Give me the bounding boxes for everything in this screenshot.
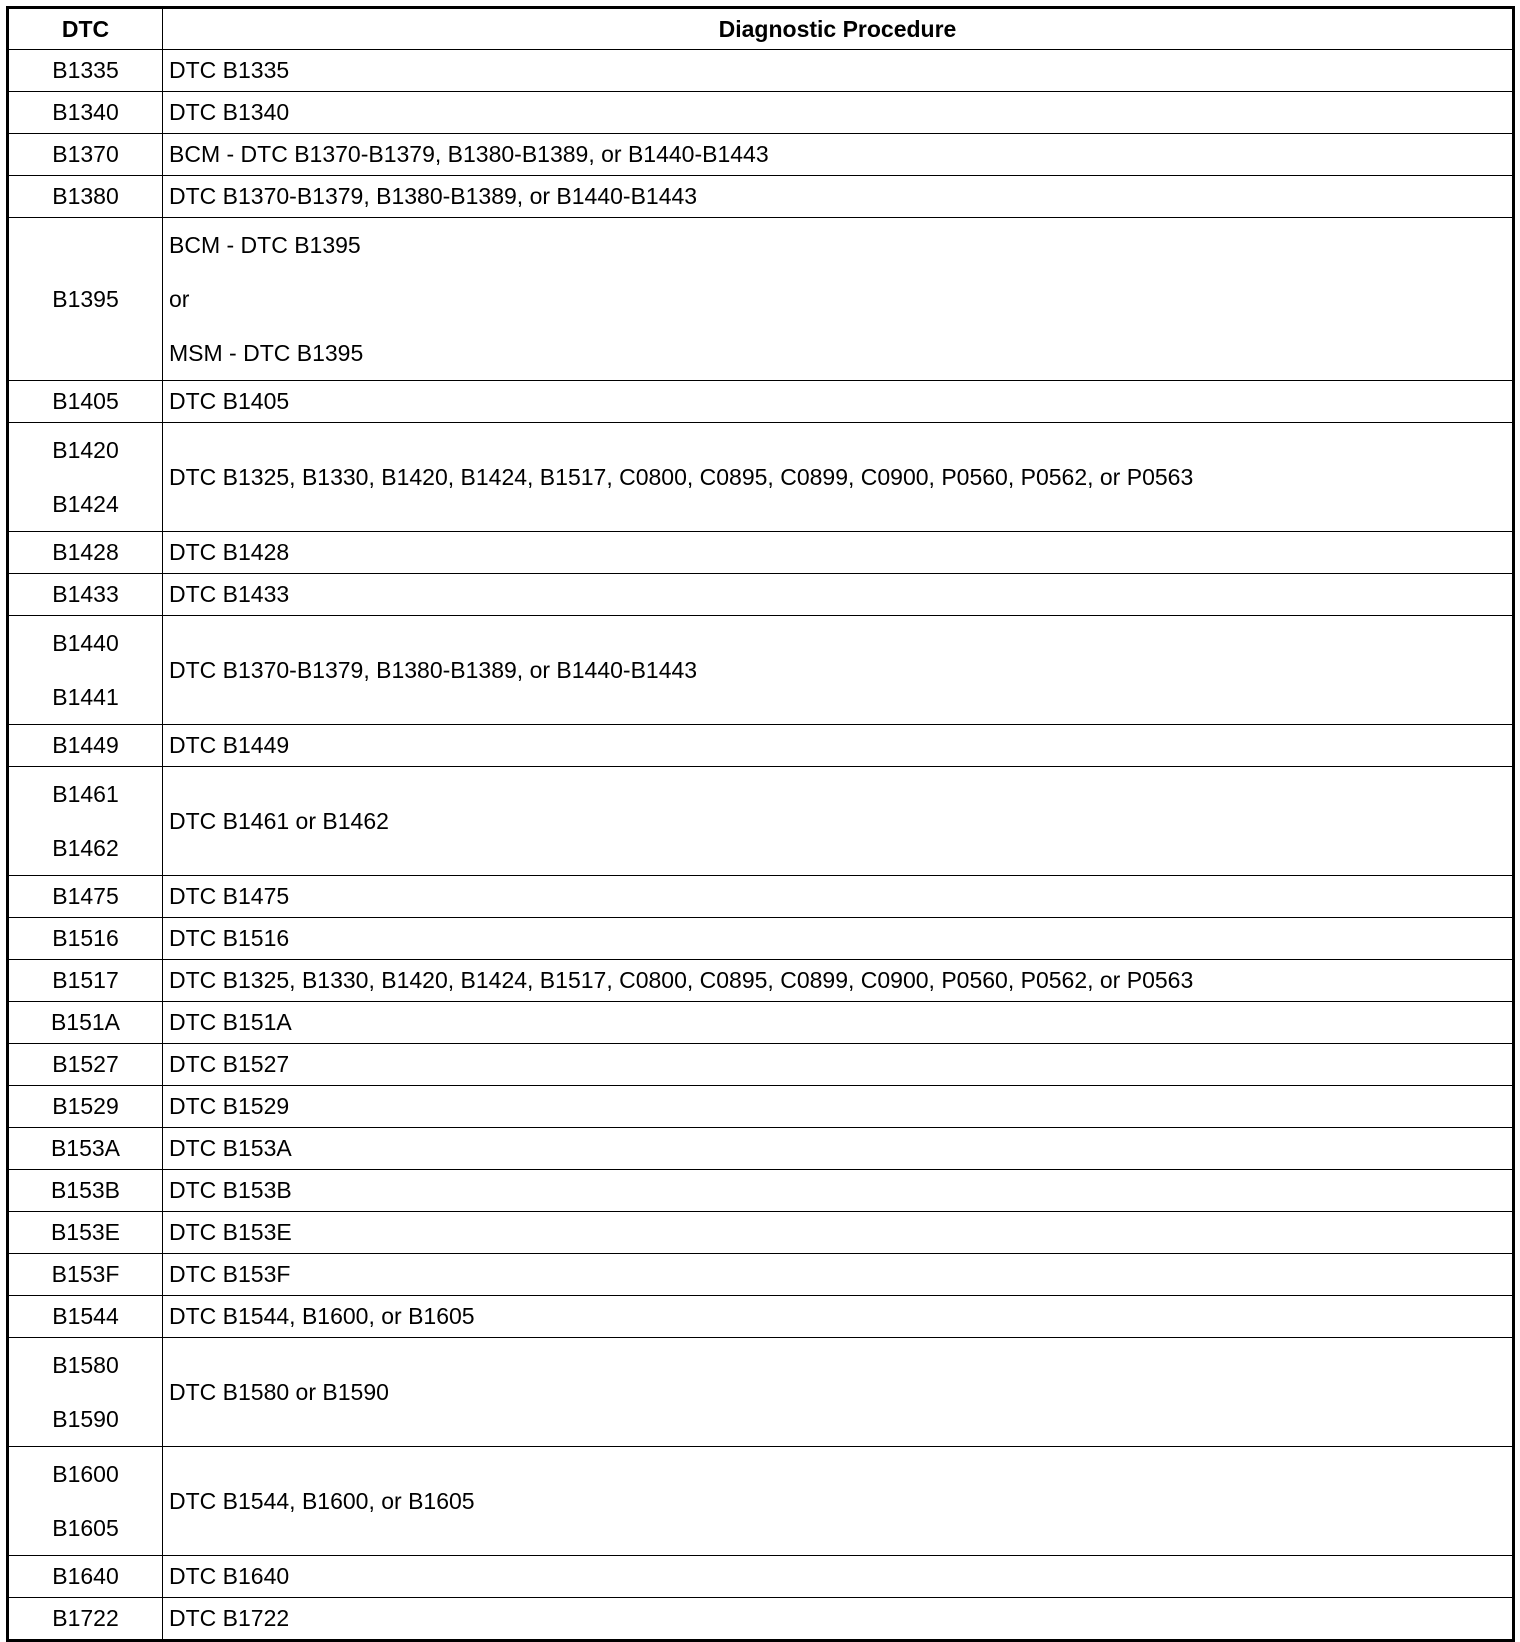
diagnostic-procedure-cell [163, 1002, 1514, 1044]
header-dtc: DTC [8, 8, 163, 50]
table-row [8, 918, 1514, 960]
dtc-code: B1516 [52, 925, 119, 951]
dtc-code-cell [8, 50, 163, 92]
diagnostic-procedure-cell [163, 134, 1514, 176]
diagnostic-procedure-cell [163, 176, 1514, 218]
dtc-code: B1475 [52, 883, 119, 909]
dtc-code: B1640 [52, 1563, 119, 1589]
dtc-code: B1605 [52, 1515, 119, 1541]
diagnostic-procedure-cell [163, 1170, 1514, 1212]
table-row [8, 1447, 1514, 1556]
dtc-code-cell [8, 1556, 163, 1598]
dtc-code: B153E [50, 1219, 121, 1245]
dtc-code: B1462 [52, 835, 119, 861]
dtc-code-cell [8, 134, 163, 176]
dtc-code: B1380 [52, 183, 119, 209]
procedure-text: or [169, 286, 190, 312]
dtc-code-cell [8, 1002, 163, 1044]
procedure-text: DTC B1370-B1379, B1380-B1389, or B1440-B1443 [169, 183, 698, 209]
diagnostic-procedure-cell [163, 218, 1514, 381]
dtc-code: B1405 [52, 388, 119, 414]
procedure-text: DTC B1544, B1600, or B1605 [169, 1487, 475, 1514]
table-row [8, 725, 1514, 767]
procedure-text: DTC B1722 [169, 1605, 290, 1631]
dtc-code: B1527 [52, 1051, 119, 1077]
dtc-code: B1517 [52, 967, 119, 993]
dtc-code-cell [8, 1044, 163, 1086]
dtc-code-cell [8, 1212, 163, 1254]
table-row [8, 1086, 1514, 1128]
table-row [8, 1170, 1514, 1212]
dtc-code-cell [8, 1447, 163, 1556]
table-row [8, 574, 1514, 616]
dtc-code-cell [8, 960, 163, 1002]
procedure-text: DTC B1428 [169, 539, 290, 565]
diagnostic-procedure-cell [163, 1212, 1514, 1254]
table-row [8, 423, 1514, 532]
table-row [8, 767, 1514, 876]
table-row [8, 1338, 1514, 1447]
table-row [8, 1002, 1514, 1044]
dtc-code-cell [8, 1598, 163, 1641]
table-row [8, 1598, 1514, 1641]
dtc-code: B151A [50, 1009, 121, 1035]
dtc-code-cell [8, 876, 163, 918]
dtc-diagnostic-table [6, 6, 1515, 1642]
procedure-text: DTC B1475 [169, 883, 290, 909]
procedure-text: DTC B1325, B1330, B1420, B1424, B1517, C0800, C0895, C0899, C0900, P0560, P0562, or P0563 [169, 463, 1194, 490]
diagnostic-procedure-cell [163, 1044, 1514, 1086]
diagnostic-procedure-cell [163, 532, 1514, 574]
diagnostic-procedure-cell [163, 876, 1514, 918]
procedure-text: DTC B1340 [169, 99, 290, 125]
procedure-text: DTC B1529 [169, 1093, 290, 1119]
table-row [8, 1254, 1514, 1296]
dtc-code-cell [8, 1338, 163, 1447]
procedure-text: DTC B1433 [169, 581, 290, 607]
procedure-text: DTC B1325, B1330, B1420, B1424, B1517, C0800, C0895, C0899, C0900, P0560, P0562, or P0563 [169, 967, 1194, 993]
table-row [8, 1128, 1514, 1170]
dtc-code: B1395 [52, 286, 119, 312]
dtc-code-cell [8, 616, 163, 725]
table-header-row [8, 8, 1514, 50]
diagnostic-procedure-cell [163, 1598, 1514, 1641]
diagnostic-procedure-cell [163, 1556, 1514, 1598]
table-row [8, 50, 1514, 92]
procedure-text: DTC B1370-B1379, B1380-B1389, or B1440-B1443 [169, 656, 698, 683]
dtc-code-cell [8, 1254, 163, 1296]
procedure-text: BCM - DTC B1370-B1379, B1380-B1389, or B1440-B1443 [169, 141, 769, 167]
table-row [8, 381, 1514, 423]
dtc-code: B1335 [52, 57, 119, 83]
table-row [8, 1296, 1514, 1338]
dtc-code: B153F [51, 1261, 120, 1287]
procedure-text: MSM - DTC B1395 [169, 340, 364, 366]
dtc-code: B1449 [52, 732, 119, 758]
dtc-code: B1428 [52, 539, 119, 565]
dtc-code: B1590 [52, 1406, 119, 1432]
dtc-code-cell [8, 1296, 163, 1338]
procedure-text: DTC B1516 [169, 925, 290, 951]
table-row [8, 134, 1514, 176]
procedure-text: DTC B153E [169, 1219, 292, 1245]
procedure-text: DTC B1544, B1600, or B1605 [169, 1303, 475, 1329]
diagnostic-procedure-cell [163, 381, 1514, 423]
dtc-code-cell [8, 176, 163, 218]
dtc-code: B1529 [52, 1093, 119, 1119]
table-row [8, 616, 1514, 725]
table-row [8, 92, 1514, 134]
table-row [8, 1044, 1514, 1086]
table-row [8, 1556, 1514, 1598]
dtc-code: B1433 [52, 581, 119, 607]
dtc-code: B1424 [52, 491, 119, 517]
diagnostic-procedure-cell [163, 1296, 1514, 1338]
dtc-code-cell [8, 767, 163, 876]
diagnostic-procedure-cell [163, 1128, 1514, 1170]
dtc-code-cell [8, 423, 163, 532]
dtc-code: B1600 [52, 1461, 119, 1487]
dtc-code: B1461 [52, 781, 119, 807]
dtc-code-cell [8, 725, 163, 767]
procedure-text: BCM - DTC B1395 [169, 232, 361, 258]
dtc-code: B1441 [52, 684, 119, 710]
procedure-text: DTC B1580 or B1590 [169, 1378, 389, 1405]
dtc-code: B153A [50, 1135, 121, 1161]
diagnostic-procedure-cell [163, 616, 1514, 725]
diagnostic-procedure-cell [163, 1086, 1514, 1128]
dtc-code-cell [8, 918, 163, 960]
table-row [8, 1212, 1514, 1254]
procedure-text: DTC B1335 [169, 57, 290, 83]
diagnostic-procedure-cell [163, 1338, 1514, 1447]
diagnostic-procedure-cell [163, 918, 1514, 960]
diagnostic-procedure-cell [163, 960, 1514, 1002]
diagnostic-procedure-cell [163, 50, 1514, 92]
diagnostic-procedure-cell [163, 1254, 1514, 1296]
dtc-code-cell [8, 574, 163, 616]
diagnostic-procedure-cell [163, 725, 1514, 767]
dtc-code: B1440 [52, 630, 119, 656]
diagnostic-procedure-cell [163, 92, 1514, 134]
diagnostic-procedure-cell [163, 423, 1514, 532]
procedure-text: DTC B1449 [169, 732, 290, 758]
procedure-text: DTC B1461 or B1462 [169, 807, 389, 834]
procedure-text: DTC B153A [169, 1135, 292, 1161]
dtc-code: B1722 [52, 1605, 119, 1631]
diagnostic-procedure-cell [163, 1447, 1514, 1556]
procedure-text: DTC B153B [169, 1177, 292, 1203]
table-body [8, 50, 1514, 1641]
table-row [8, 876, 1514, 918]
dtc-code-cell [8, 1086, 163, 1128]
dtc-code-cell [8, 92, 163, 134]
dtc-code-cell [8, 381, 163, 423]
procedure-text: DTC B1640 [169, 1563, 290, 1589]
dtc-code: B1340 [52, 99, 119, 125]
table-row [8, 960, 1514, 1002]
dtc-code-cell [8, 1170, 163, 1212]
table-row [8, 176, 1514, 218]
dtc-code: B1580 [52, 1352, 119, 1378]
procedure-text: DTC B1527 [169, 1051, 290, 1077]
table-row [8, 532, 1514, 574]
table-row [8, 218, 1514, 381]
procedure-text: DTC B153F [169, 1261, 291, 1287]
procedure-text: DTC B151A [169, 1009, 292, 1035]
dtc-code: B153B [50, 1177, 121, 1203]
dtc-code: B1370 [52, 141, 119, 167]
procedure-text: DTC B1405 [169, 388, 290, 414]
dtc-code-cell [8, 532, 163, 574]
dtc-code-cell [8, 218, 163, 381]
dtc-code-cell [8, 1128, 163, 1170]
dtc-code: B1544 [52, 1303, 119, 1329]
header-diagnostic-procedure: Diagnostic Procedure [163, 8, 1514, 50]
dtc-code: B1420 [52, 437, 119, 463]
diagnostic-procedure-cell [163, 574, 1514, 616]
diagnostic-procedure-cell [163, 767, 1514, 876]
